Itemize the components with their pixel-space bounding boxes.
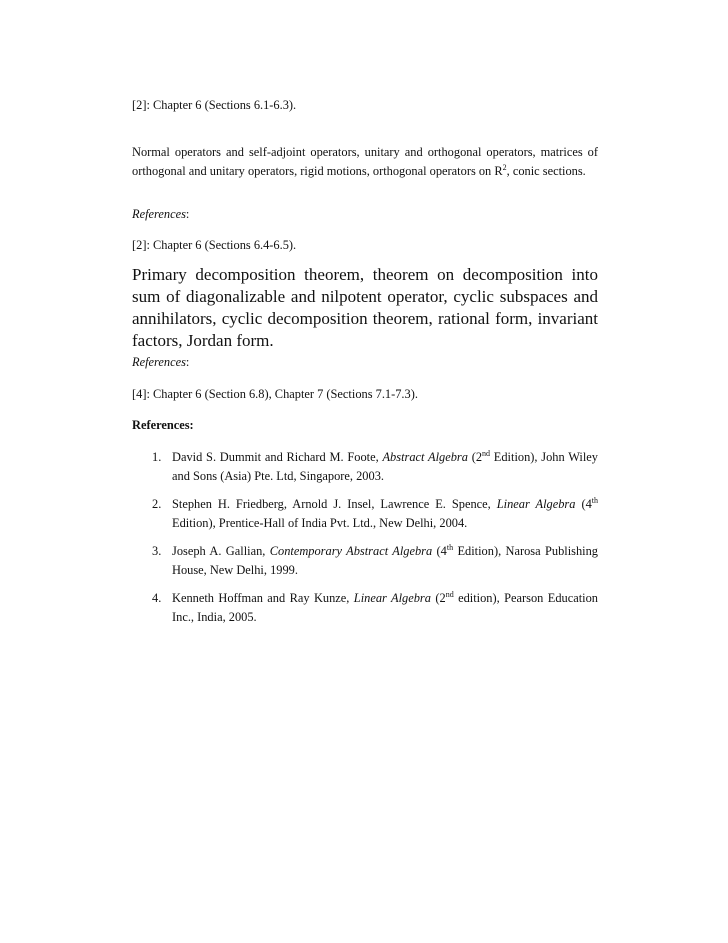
reference-number: 2.: [152, 497, 162, 511]
reference-text: [172, 495, 598, 533]
ref-line-sections-6-4-6-5: [2]: Chapter 6 (Sections 6.4-6.5).: [132, 238, 297, 252]
references-label: [132, 353, 598, 372]
superscript: 2: [502, 163, 507, 172]
superscript: nd: [482, 449, 491, 458]
reference-authors: Stephen H. Friedberg, Arnold J. Insel, Lawrence E. Spence,: [172, 497, 497, 511]
reference-item: [152, 542, 598, 580]
reference-publisher: Edition), Prentice-Hall of India Pvt. Ltd., New Delhi, 2004.: [172, 516, 468, 530]
reference-title: Linear Algebra: [353, 591, 431, 605]
reference-publisher: Edition), Narosa Publishing House, New Delhi, 1999.: [172, 544, 598, 577]
reference-item: [152, 448, 598, 486]
references-label-text: References: [132, 355, 186, 369]
references-label-colon: :: [185, 207, 190, 221]
reference-item: [152, 495, 598, 533]
topics-paragraph-normal-operators: [132, 143, 598, 181]
references-heading: References:: [132, 418, 194, 432]
reference-text: [172, 542, 598, 580]
reference-text: [172, 589, 598, 627]
reference-number: 3.: [152, 544, 162, 558]
reference-authors: Joseph A. Gallian,: [172, 544, 270, 558]
reference-publisher: edition), Pearson Education Inc., India, 2005.: [172, 591, 598, 624]
reference-title: Contemporary Abstract Algebra: [269, 544, 433, 558]
reference-title: Linear Algebra: [496, 497, 576, 511]
reference-publisher: Edition), John Wiley and Sons (Asia) Pte. Ltd, Singapore, 2003.: [172, 450, 598, 483]
reference-item: [152, 589, 598, 627]
topics-text-end: , conic sections.: [506, 164, 586, 178]
reference-authors: Kenneth Hoffman and Ray Kunze,: [172, 591, 354, 605]
reference-number: 4.: [152, 591, 162, 605]
superscript: th: [591, 496, 599, 505]
reference-edition: (2: [467, 450, 483, 464]
reference-title: Abstract Algebra: [382, 450, 468, 464]
reference-edition: (2: [430, 591, 446, 605]
superscript: nd: [445, 590, 454, 599]
reference-edition: (4: [432, 544, 447, 558]
ref-line-chapter-6-7: [4]: Chapter 6 (Section 6.8), Chapter 7 (Sections 7.1-7.3).: [132, 387, 418, 401]
ref-line-sections-6-1-6-3: [2]: Chapter 6 (Sections 6.1-6.3).: [132, 98, 297, 112]
reference-number: 1.: [152, 450, 162, 464]
references-label: [132, 205, 598, 224]
reference-text: [172, 448, 598, 486]
topics-paragraph-primary-decomposition: Primary decomposition theorem, theorem on decomposition into sum of diagonalizable and nilpotent operator, cyclic subspaces and annihilators, cyclic decomposition theorem, rational form, invariant factors, Jordan form.: [132, 265, 598, 350]
references-label-colon: :: [185, 355, 190, 369]
references-label-text: References: [132, 207, 186, 221]
reference-edition: (4: [575, 497, 592, 511]
reference-authors: David S. Dummit and Richard M. Foote,: [172, 450, 383, 464]
superscript: th: [446, 543, 454, 552]
topics-text: Normal operators and self-adjoint operators, unitary and orthogonal operators, matrices of orthogonal and unitary operators, rigid motions, orthogonal operators on R: [132, 145, 598, 178]
